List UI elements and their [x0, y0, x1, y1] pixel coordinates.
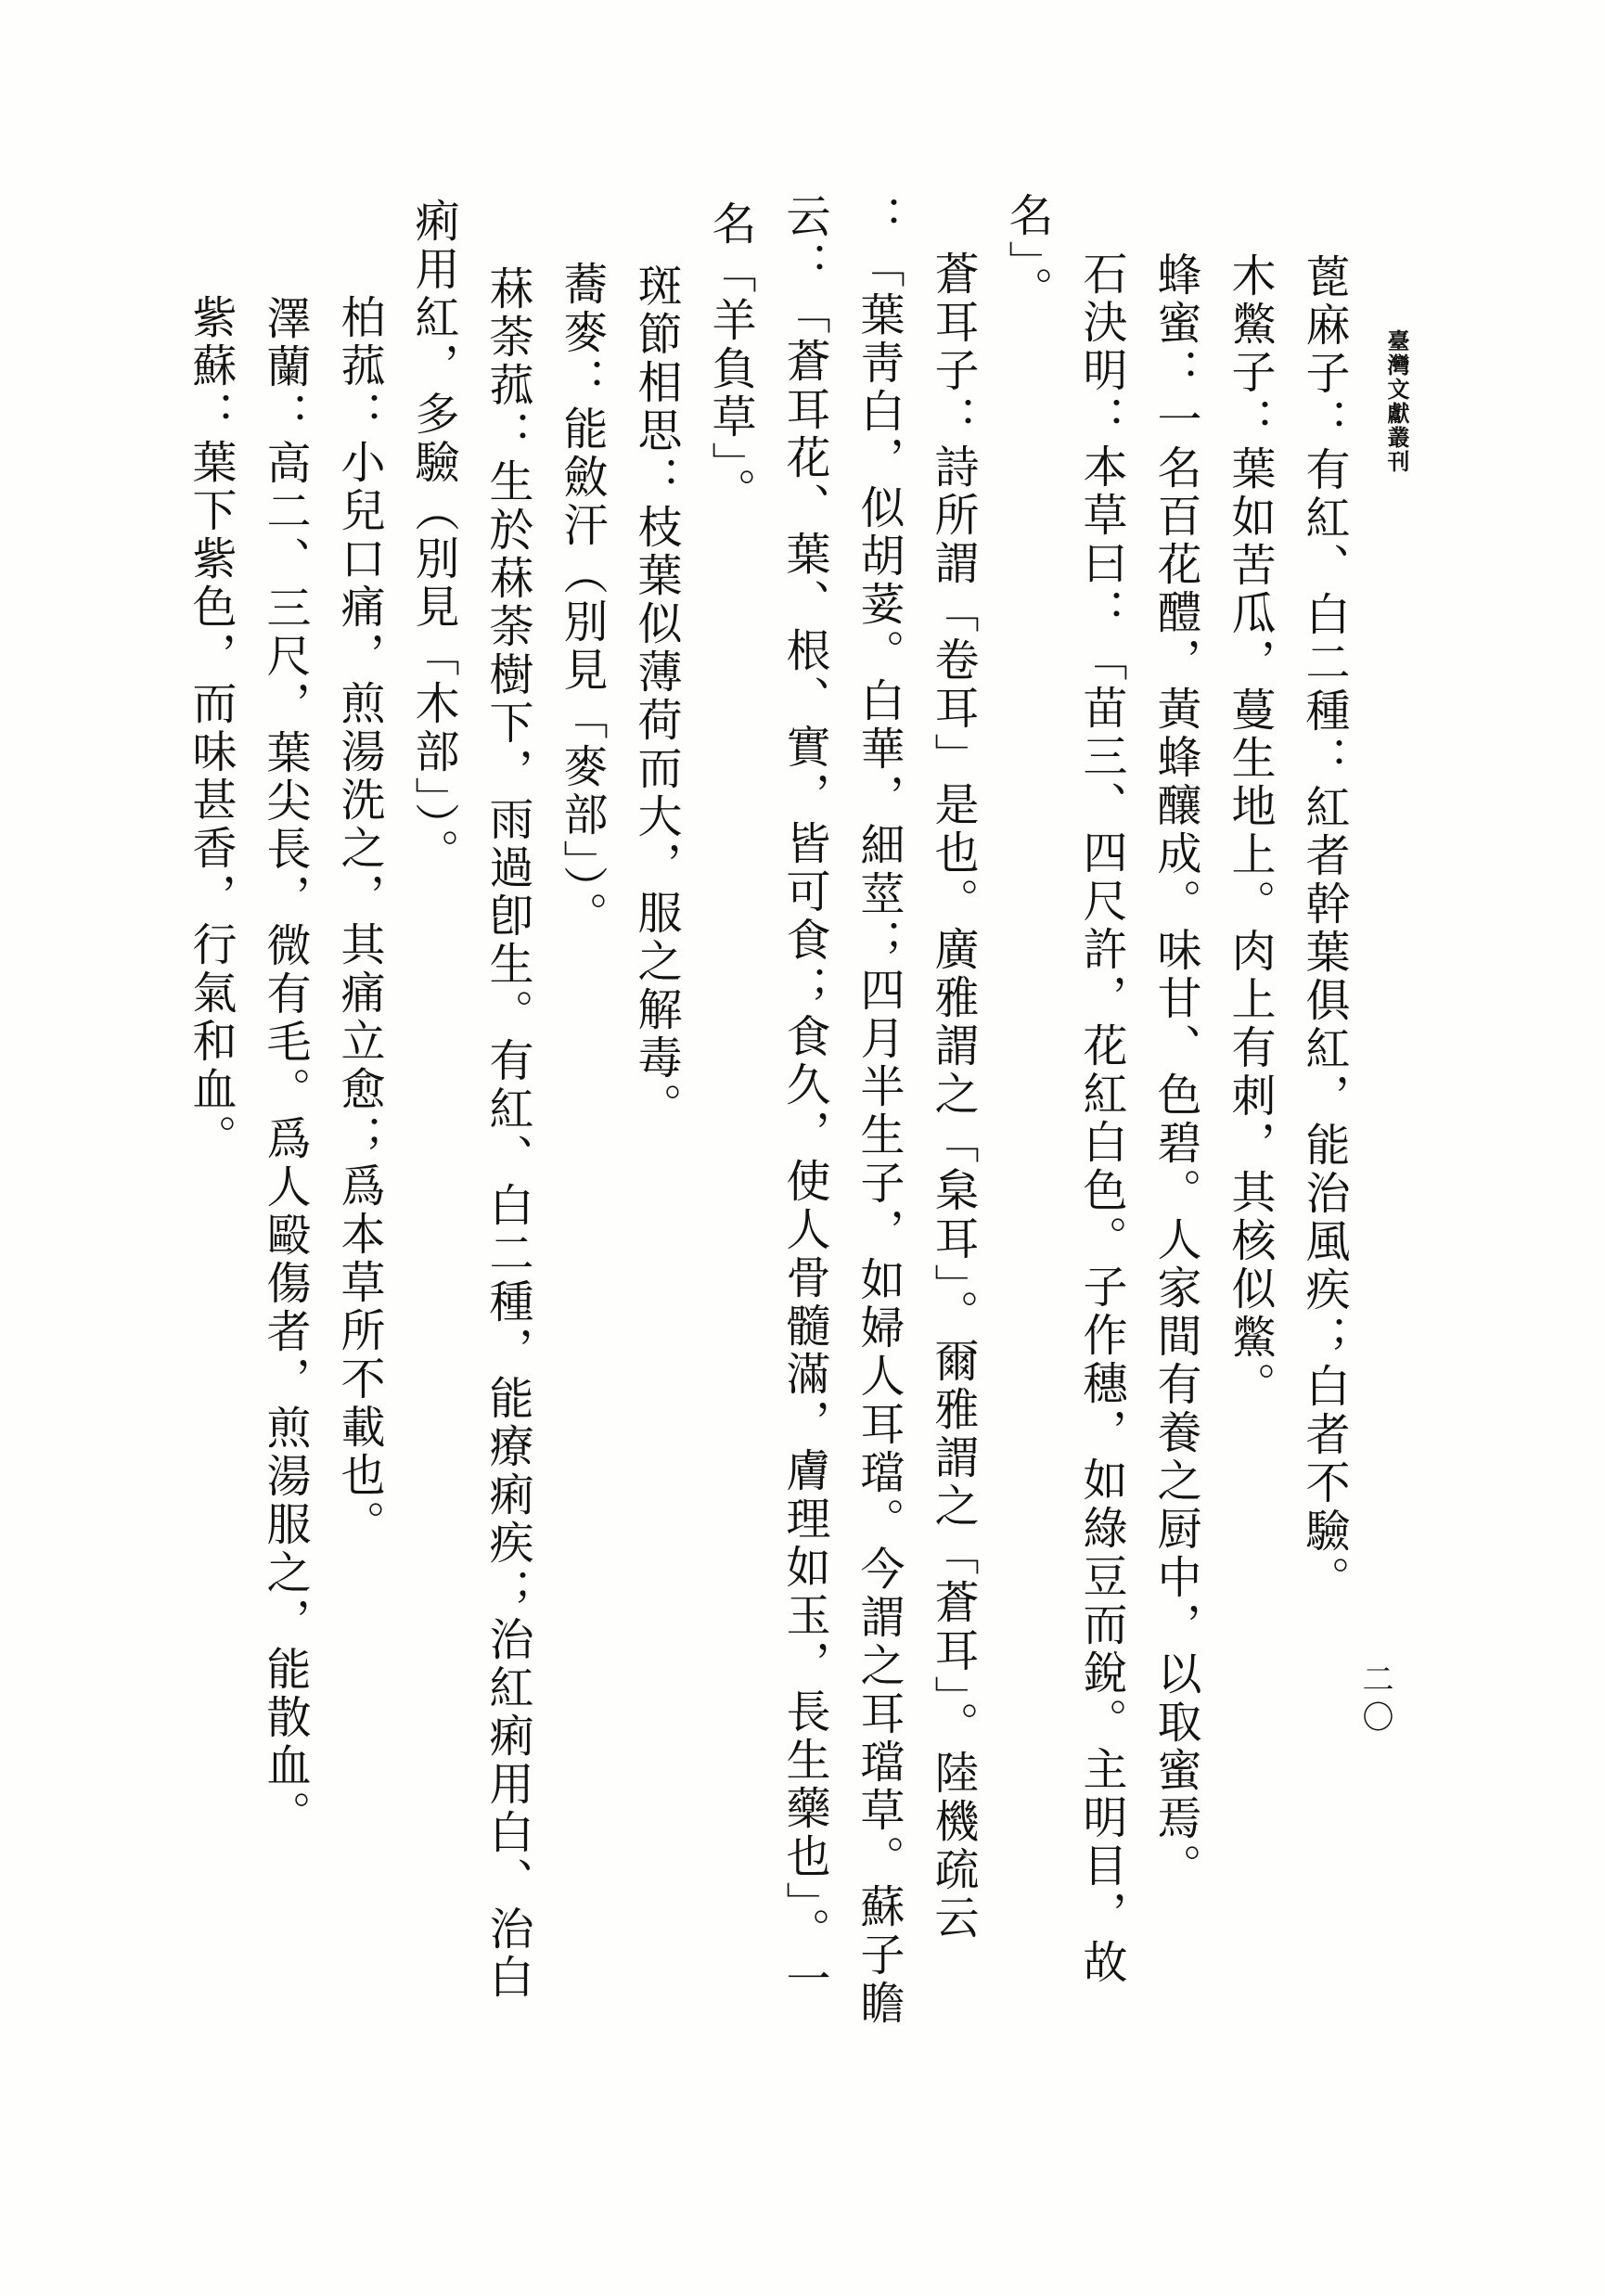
text-column-continuation: 名「羊負草」。 — [705, 200, 754, 516]
text-column-entry: 蕎麥：能斂汗（別見「麥部」）。 — [557, 261, 606, 940]
text-column-entry: 紫蘇：葉下紫色，而味甚香，行氣和血。 — [186, 294, 235, 1162]
running-title: 臺灣文獻叢刊 — [1383, 329, 1407, 474]
text-column-continuation: 痢用紅，多驗（別見「木部」）。 — [408, 198, 457, 877]
text-column-entry: 斑節相思：枝葉似薄荷而大，服之解毒。 — [631, 263, 680, 1131]
text-column-continuation: ：「葉靑白，似胡荽。白華，細莖；四月半生子，如婦人耳璫。今謂之耳璫草。蘇子瞻 — [854, 195, 903, 2028]
text-column-entry: 蓖麻子：有紅、白二種：紅者幹葉俱紅，能治風疾；白者不驗。 — [1299, 253, 1348, 1604]
text-column-entry: 木鱉子：葉如苦瓜，蔓生地上。肉上有刺，其核似鱉。 — [1225, 252, 1274, 1410]
page-number: 二〇 — [1357, 1662, 1392, 1738]
text-column-entry: 柏菰：小兒口痛，煎湯洗之，其痛立愈；爲本草所不載也。 — [334, 294, 383, 1548]
text-column-entry: 菻荼菰：生於菻荼樹下，雨過卽生。有紅、白二種，能療痢疾；治紅痢用白、治白 — [482, 265, 532, 2002]
text-column-continuation: 云：「蒼耳花、葉、根、實，皆可食；食久，使人骨髓滿，膚理如玉，長生藥也」。一 — [779, 193, 828, 2004]
text-column-entry: 蜂蜜：一名百花醴，黃蜂釀成。味甘、色碧。人家間有養之厨中，以取蜜焉。 — [1150, 251, 1200, 1892]
text-column-entry: 蒼耳子：詩所謂「卷耳」是也。廣雅謂之「枲耳」。爾雅謂之「蒼耳」。陸機疏云 — [928, 250, 977, 1943]
text-column-entry: 石決明：本草曰：「苗三、四尺許，花紅白色。子作穗，如綠豆而銳。主明目，故 — [1076, 250, 1125, 1987]
text-column-entry: 澤蘭：高二、三尺，葉尖長，微有毛。爲人毆傷者，煎湯服之，能散血。 — [260, 295, 309, 1839]
text-column-continuation: 名」。 — [1002, 192, 1051, 314]
